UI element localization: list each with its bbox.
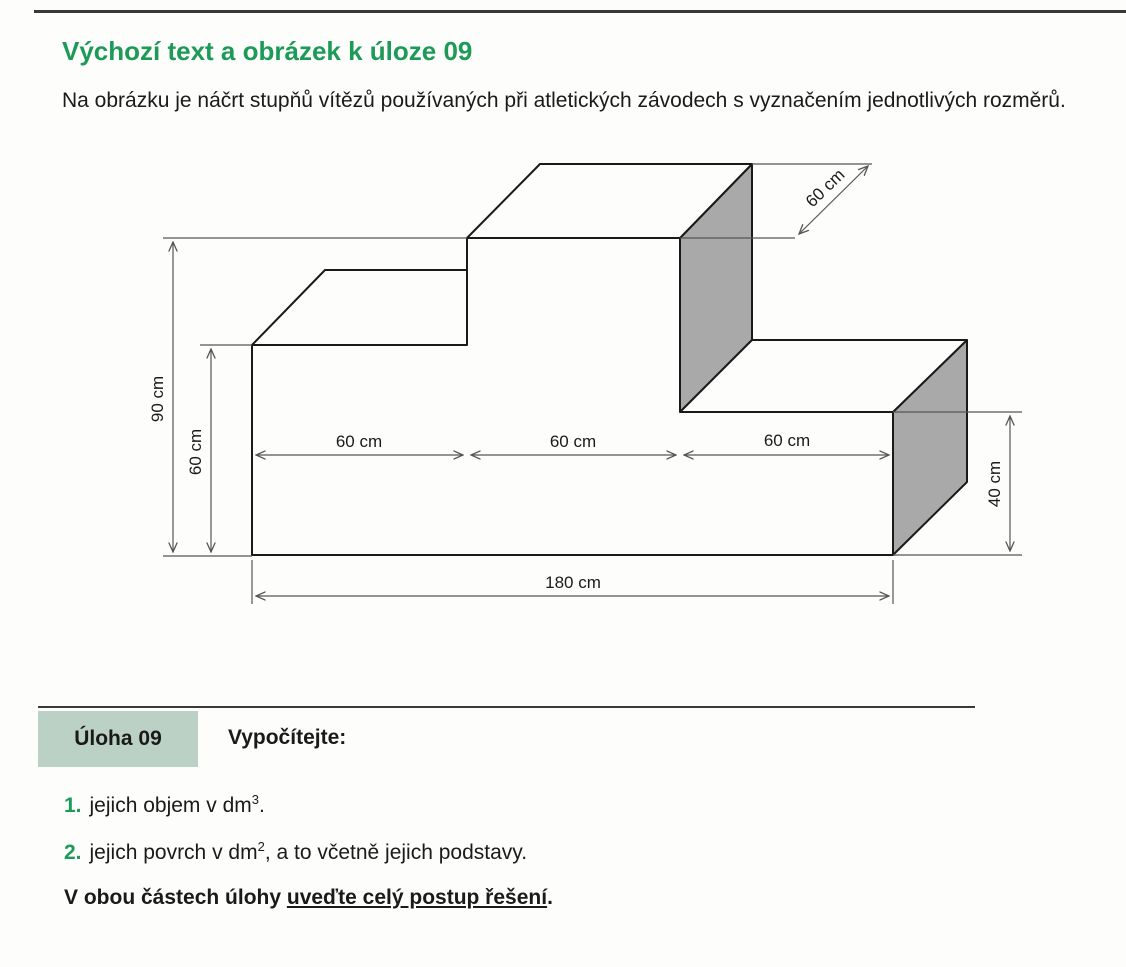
podium-drawing: [0, 150, 1126, 620]
section-divider: [38, 706, 975, 708]
item-tail: , a to včetně jejich podstavy.: [264, 841, 528, 864]
footer-suffix: .: [547, 886, 553, 909]
dim-label-180: 180 cm: [545, 573, 601, 592]
task-tab: [38, 711, 198, 767]
dim-label-40: 40 cm: [985, 460, 1004, 508]
task-item-2: [64, 839, 527, 865]
item-exponent: 2: [257, 839, 265, 854]
task-item-1: [64, 792, 265, 818]
dim-label-width-1: 60 cm: [335, 432, 383, 451]
dim-label-width-3: 60 cm: [763, 431, 811, 450]
item-number: 1.: [64, 794, 82, 817]
task-instruction: Vypočítejte:: [228, 726, 347, 749]
intro-text: Na obrázku je náčrt stupňů vítězů používaných při atletických závodech s vyznačením jednotlivých rozměrů.: [62, 89, 1066, 112]
item-number: 2.: [64, 841, 82, 864]
item-exponent: 3: [251, 792, 259, 807]
dim-label-90: 90 cm: [148, 375, 167, 423]
item-tail: .: [258, 794, 265, 817]
item-text: jejich povrch v dm: [89, 841, 258, 864]
left-block-top-face: [252, 270, 467, 345]
task-number: Úloha 09: [74, 727, 162, 750]
footer-underlined: uveďte celý postup řešení: [286, 886, 548, 909]
dim-label-60-height: 60 cm: [186, 428, 205, 476]
dim-label-depth: 60 cm: [801, 165, 849, 211]
top-rule: [34, 10, 1126, 13]
dim-label-width-2: 60 cm: [549, 432, 597, 451]
item-text: jejich objem v dm: [89, 794, 252, 817]
podium-faces: [252, 164, 967, 555]
section-heading: Výchozí text a obrázek k úloze 09: [62, 36, 473, 66]
instruction-footer: [64, 886, 553, 910]
footer-prefix: V obou částech úlohy: [64, 886, 287, 909]
